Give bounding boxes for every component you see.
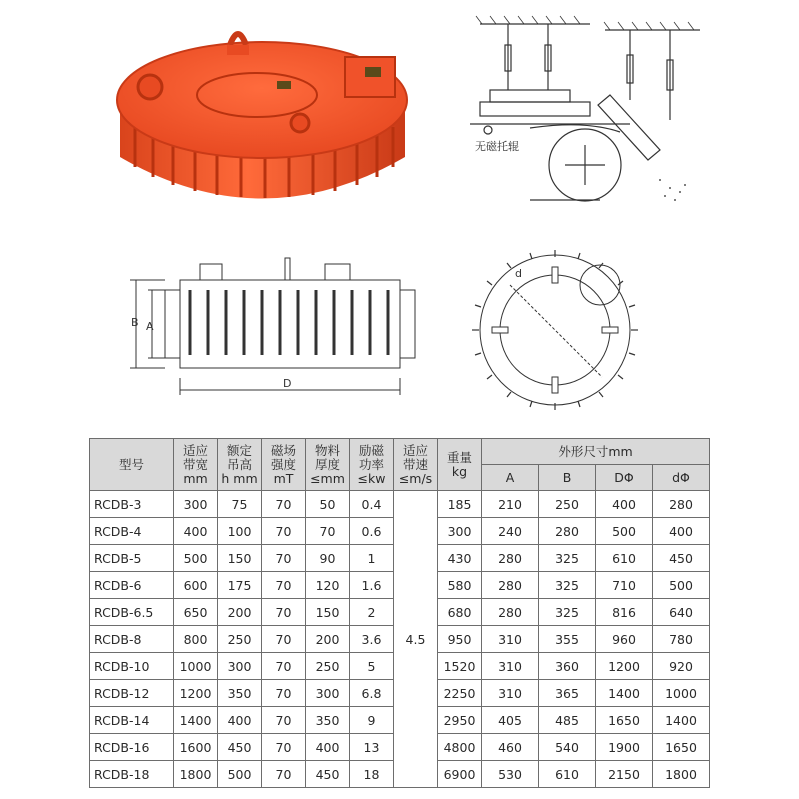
cell-d: 1800 xyxy=(653,761,710,788)
header-dim-dphi: DΦ xyxy=(596,465,653,491)
cell-model: RCDB-12 xyxy=(90,680,174,707)
cell-lift-height: 100 xyxy=(218,518,262,545)
cell-d: 500 xyxy=(653,572,710,599)
cell-b: 485 xyxy=(539,707,596,734)
cell-weight: 2950 xyxy=(438,707,482,734)
cell-belt-width: 500 xyxy=(174,545,218,572)
cell-power: 6.8 xyxy=(350,680,394,707)
cell-power: 3.6 xyxy=(350,626,394,653)
cell-a: 405 xyxy=(482,707,539,734)
spec-table-body xyxy=(90,491,710,788)
cell-b: 325 xyxy=(539,599,596,626)
cell-field: 70 xyxy=(262,572,306,599)
cell-b: 325 xyxy=(539,545,596,572)
cell-model: RCDB-14 xyxy=(90,707,174,734)
cell-lift-height: 400 xyxy=(218,707,262,734)
cell-b: 280 xyxy=(539,518,596,545)
cell-thickness: 400 xyxy=(306,734,350,761)
roller-label: 无磁托辊 xyxy=(475,140,519,153)
cell-belt-width: 400 xyxy=(174,518,218,545)
cell-power: 5 xyxy=(350,653,394,680)
cell-belt-width: 1800 xyxy=(174,761,218,788)
cell-weight: 300 xyxy=(438,518,482,545)
cell-belt-width: 1600 xyxy=(174,734,218,761)
cell-thickness: 120 xyxy=(306,572,350,599)
cell-model: RCDB-8 xyxy=(90,626,174,653)
dim-small-d-label: d xyxy=(515,267,522,280)
cell-lift-height: 175 xyxy=(218,572,262,599)
cell-b: 360 xyxy=(539,653,596,680)
dim-a-label: A xyxy=(146,320,154,333)
cell-lift-height: 350 xyxy=(218,680,262,707)
cell-a: 310 xyxy=(482,680,539,707)
cell-field: 70 xyxy=(262,545,306,572)
header-material-thickness: 物料 厚度 ≤mm xyxy=(306,439,350,491)
header-excitation-power: 励磁 功率 ≤kw xyxy=(350,439,394,491)
product-photo xyxy=(95,15,430,215)
cell-d: 780 xyxy=(653,626,710,653)
cell-d: 1000 xyxy=(653,680,710,707)
header-dim-small-dphi: dΦ xyxy=(653,465,710,491)
table-row xyxy=(90,491,710,518)
cell-field: 70 xyxy=(262,680,306,707)
cell-lift-height: 75 xyxy=(218,491,262,518)
cell-weight: 4800 xyxy=(438,734,482,761)
cell-b: 325 xyxy=(539,572,596,599)
cell-belt-width: 1400 xyxy=(174,707,218,734)
suspension-diagram xyxy=(470,10,790,215)
cell-power: 9 xyxy=(350,707,394,734)
cell-power: 0.6 xyxy=(350,518,394,545)
cell-field: 70 xyxy=(262,707,306,734)
cell-d: 400 xyxy=(653,518,710,545)
cell-field: 70 xyxy=(262,518,306,545)
cell-d: 1400 xyxy=(653,707,710,734)
cell-d: 710 xyxy=(596,572,653,599)
header-belt-width: 适应 带宽 mm xyxy=(174,439,218,491)
cell-lift-height: 300 xyxy=(218,653,262,680)
cell-weight: 2250 xyxy=(438,680,482,707)
cell-thickness: 250 xyxy=(306,653,350,680)
header-belt-speed: 适应 带速 ≤m/s xyxy=(394,439,438,491)
side-view-drawing xyxy=(130,250,420,410)
cell-belt-width: 650 xyxy=(174,599,218,626)
top-view-drawing xyxy=(460,245,660,415)
cell-belt-speed: 4.5 xyxy=(394,491,438,788)
cell-d: 1650 xyxy=(596,707,653,734)
cell-field: 70 xyxy=(262,491,306,518)
cell-field: 70 xyxy=(262,734,306,761)
dim-b-label: B xyxy=(131,316,139,329)
cell-model: RCDB-3 xyxy=(90,491,174,518)
cell-d: 450 xyxy=(653,545,710,572)
cell-d: 1400 xyxy=(596,680,653,707)
cell-power: 18 xyxy=(350,761,394,788)
cell-weight: 6900 xyxy=(438,761,482,788)
cell-lift-height: 450 xyxy=(218,734,262,761)
cell-power: 13 xyxy=(350,734,394,761)
cell-weight: 680 xyxy=(438,599,482,626)
cell-d: 960 xyxy=(596,626,653,653)
cell-belt-width: 300 xyxy=(174,491,218,518)
cell-power: 1.6 xyxy=(350,572,394,599)
cell-model: RCDB-6 xyxy=(90,572,174,599)
spec-table-container xyxy=(89,438,709,788)
cell-thickness: 300 xyxy=(306,680,350,707)
header-dim-a: A xyxy=(482,465,539,491)
header-field-strength: 磁场 强度 mT xyxy=(262,439,306,491)
cell-thickness: 450 xyxy=(306,761,350,788)
cell-thickness: 350 xyxy=(306,707,350,734)
cell-weight: 430 xyxy=(438,545,482,572)
cell-belt-width: 600 xyxy=(174,572,218,599)
cell-field: 70 xyxy=(262,653,306,680)
cell-power: 2 xyxy=(350,599,394,626)
cell-d: 400 xyxy=(596,491,653,518)
cell-weight: 185 xyxy=(438,491,482,518)
cell-model: RCDB-16 xyxy=(90,734,174,761)
header-dim-b: B xyxy=(539,465,596,491)
cell-a: 280 xyxy=(482,572,539,599)
cell-thickness: 50 xyxy=(306,491,350,518)
cell-b: 355 xyxy=(539,626,596,653)
cell-d: 280 xyxy=(653,491,710,518)
header-weight: 重量 kg xyxy=(438,439,482,491)
cell-a: 210 xyxy=(482,491,539,518)
cell-weight: 950 xyxy=(438,626,482,653)
cell-a: 310 xyxy=(482,653,539,680)
cell-a: 310 xyxy=(482,626,539,653)
cell-a: 530 xyxy=(482,761,539,788)
cell-model: RCDB-18 xyxy=(90,761,174,788)
cell-a: 280 xyxy=(482,599,539,626)
cell-lift-height: 500 xyxy=(218,761,262,788)
cell-model: RCDB-5 xyxy=(90,545,174,572)
cell-belt-width: 1200 xyxy=(174,680,218,707)
cell-lift-height: 200 xyxy=(218,599,262,626)
cell-field: 70 xyxy=(262,599,306,626)
cell-b: 250 xyxy=(539,491,596,518)
cell-belt-width: 1000 xyxy=(174,653,218,680)
cell-field: 70 xyxy=(262,761,306,788)
cell-model: RCDB-6.5 xyxy=(90,599,174,626)
cell-d: 816 xyxy=(596,599,653,626)
cell-field: 70 xyxy=(262,626,306,653)
cell-power: 0.4 xyxy=(350,491,394,518)
cell-thickness: 150 xyxy=(306,599,350,626)
cell-weight: 580 xyxy=(438,572,482,599)
cell-thickness: 70 xyxy=(306,518,350,545)
cell-a: 240 xyxy=(482,518,539,545)
cell-d: 500 xyxy=(596,518,653,545)
cell-d: 2150 xyxy=(596,761,653,788)
cell-d: 610 xyxy=(596,545,653,572)
cell-power: 1 xyxy=(350,545,394,572)
cell-b: 365 xyxy=(539,680,596,707)
header-model: 型号 xyxy=(90,439,174,491)
dim-d-label: D xyxy=(283,377,292,390)
header-dimensions: 外形尺寸mm xyxy=(482,439,710,465)
cell-a: 460 xyxy=(482,734,539,761)
cell-b: 540 xyxy=(539,734,596,761)
cell-weight: 1520 xyxy=(438,653,482,680)
cell-thickness: 200 xyxy=(306,626,350,653)
cell-lift-height: 250 xyxy=(218,626,262,653)
cell-d: 1650 xyxy=(653,734,710,761)
cell-belt-width: 800 xyxy=(174,626,218,653)
spec-table xyxy=(89,438,710,788)
cell-thickness: 90 xyxy=(306,545,350,572)
cell-d: 1200 xyxy=(596,653,653,680)
header-lift-height: 额定 吊高 h mm xyxy=(218,439,262,491)
cell-d: 920 xyxy=(653,653,710,680)
cell-model: RCDB-4 xyxy=(90,518,174,545)
cell-b: 610 xyxy=(539,761,596,788)
cell-a: 280 xyxy=(482,545,539,572)
cell-lift-height: 150 xyxy=(218,545,262,572)
cell-d: 640 xyxy=(653,599,710,626)
cell-model: RCDB-10 xyxy=(90,653,174,680)
cell-d: 1900 xyxy=(596,734,653,761)
